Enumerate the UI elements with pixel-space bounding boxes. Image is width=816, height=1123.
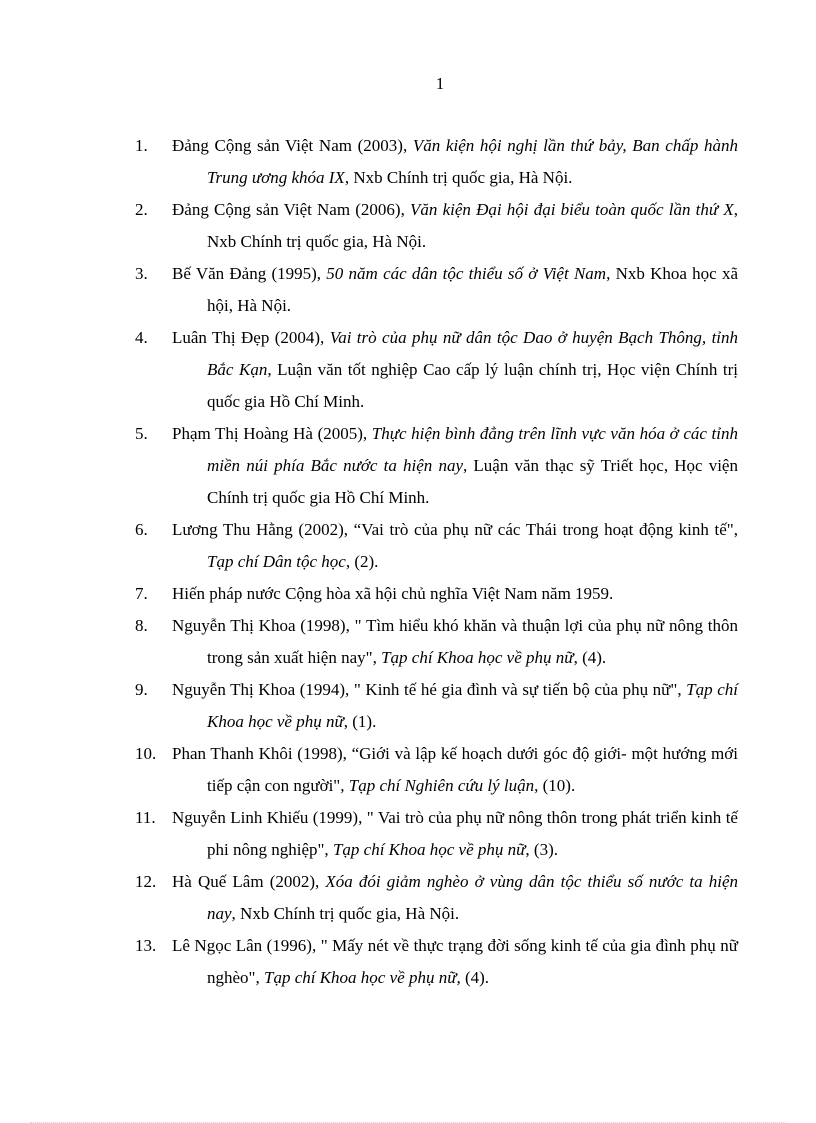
reference-author: Luân Thị Đẹp (2004), [172,328,330,347]
reference-author: Đảng Cộng sản Việt Nam (2003), [172,136,413,155]
reference-item [135,322,738,418]
reference-number: 10. [135,744,157,763]
reference-author: Phạm Thị Hoàng Hà (2005), [172,424,372,443]
reference-source: , Nxb Chính trị quốc gia, Hà Nội. [231,904,460,923]
reference-number: 13. [135,936,157,955]
reference-tail: , (3). [525,840,558,859]
reference-author: Đảng Cộng sản Việt Nam (2006), [172,200,411,219]
reference-number: 9. [135,680,148,699]
reference-item [135,578,738,610]
reference-author: Bế Văn Đảng (1995), [172,264,327,283]
reference-source: " Mấy nét về thực trạng đời sống kinh tế của gia đình phụ nữ nghèo", [207,936,738,987]
reference-number: 11. [135,808,156,827]
reference-number: 12. [135,872,157,891]
reference-title: Văn kiện hội nghị lần thứ bảy, Ban chấp hành Trung ương khóa IX [207,136,738,187]
reference-number: 7. [135,584,148,603]
reference-journal: Tạp chí Khoa học về phụ nữ [381,648,574,667]
reference-item [135,258,738,322]
reference-journal: Tạp chí Khoa học về phụ nữ, [264,968,461,987]
reference-journal: Tạp chí Dân tộc học [207,552,346,571]
reference-number: 1. [135,136,148,155]
reference-tail: (4). [460,968,490,987]
reference-source: " Tìm hiểu khó khăn và thuận lợi của phụ nữ nông thôn trong sản xuất hiện nay", [207,616,738,667]
reference-item [135,738,738,802]
reference-title: Vai trò của phụ nữ dân tộc Dao ở huyện Bạch Thông, tỉnh Bắc Kạn [207,328,739,379]
reference-source: " Kinh tế hé gia đình và sự tiến bộ của phụ nữ", [353,680,687,699]
reference-tail: , (2). [345,552,379,571]
reference-author: Nguyễn Linh Khiếu (1999), [172,808,367,827]
reference-source: , Nxb Khoa học xã hội, Hà Nội. [207,264,739,315]
reference-source: “Vai trò của phụ nữ các Thái trong hoạt động kinh tế", [353,520,738,539]
reference-item [135,674,738,738]
reference-number: 8. [135,616,148,635]
reference-item [135,610,738,674]
reference-author: Lê Ngọc Lân (1996), [172,936,321,955]
reference-author: Nguyễn Thị Khoa (1994), [172,680,354,699]
reference-author: Hà Quế Lâm (2002), [172,872,326,891]
reference-tail: , (4). [573,648,607,667]
reference-author: Hiến pháp nước Cộng hòa xã hội chủ nghĩa Việt Nam năm 1959. [172,584,614,603]
reference-number: 3. [135,264,148,283]
reference-author: Phan Thanh Khôi (1998), [172,744,352,763]
reference-title: Văn kiện Đại hội đại biểu toàn quốc lần thứ X [410,200,734,219]
reference-author: Nguyễn Thị Khoa (1998), [172,616,355,635]
reference-journal: Tạp chí Khoa học về phụ nữ [332,840,526,859]
reference-item [135,514,738,578]
reference-tail: , (10). [534,776,576,795]
reference-title: 50 năm các dân tộc thiểu số ở Việt Nam [326,264,607,283]
reference-number: 6. [135,520,148,539]
reference-number: 4. [135,328,148,347]
reference-list [135,130,738,994]
reference-item [135,194,738,258]
reference-author: Lương Thu Hằng (2002), [172,520,354,539]
reference-number: 2. [135,200,148,219]
reference-source: , Nxb Chính trị quốc gia, Hà Nội. [344,168,573,187]
reference-title: Xóa đói giảm nghèo ở vùng dân tộc thiểu số nước ta hiện nay [207,872,739,923]
reference-source: , Luận văn thạc sỹ Triết học, Học viện Chính trị quốc gia Hồ Chí Minh. [207,456,738,507]
reference-item [135,930,738,994]
reference-title: Thực hiện bình đẳng trên lĩnh vực văn hóa ở các tỉnh miền núi phía Bắc nước ta hiện nay [207,424,738,475]
reference-tail: , (1). [343,712,377,731]
reference-source: , Nxb Chính trị quốc gia, Hà Nội. [207,200,738,251]
reference-number: 5. [135,424,148,443]
reference-item [135,130,738,194]
reference-journal: Tạp chí Khoa học về phụ nữ [207,680,738,731]
reference-item [135,418,738,514]
reference-item [135,802,738,866]
reference-journal: Tạp chí Nghiên cứu lý luận [348,776,535,795]
reference-item [135,866,738,930]
reference-source: “Giới và lập kế hoạch dưới góc độ giới- một hướng mới tiếp cận con người", [207,744,738,795]
page-number: 1 [435,74,445,93]
reference-source: " Vai trò của phụ nữ nông thôn trong phát triển kinh tế phi nông nghiệp", [207,808,738,859]
reference-source: , Luận văn tốt nghiệp Cao cấp lý luận chính trị, Học viện Chính trị quốc gia Hồ Chí Minh. [207,360,738,411]
